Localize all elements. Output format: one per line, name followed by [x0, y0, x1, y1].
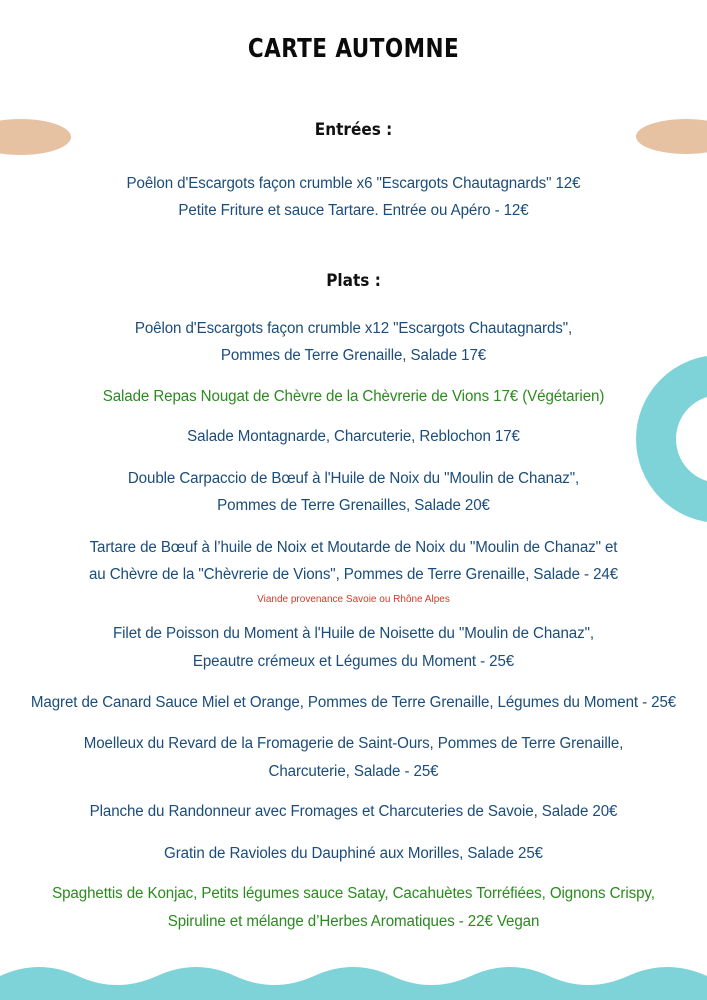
- plats-heading: Plats :: [326, 271, 381, 291]
- menu-line: Pommes de Terre Grenailles, Salade 20€: [217, 497, 490, 514]
- menu-line: Tartare de Bœuf à l’huile de Noix et Moutarde de Noix du "Moulin de Chanaz" et: [89, 539, 618, 556]
- menu-line-vegetarian: Salade Repas Nougat de Chèvre de la Chèvrerie de Vions 17€ (Végétarien): [102, 388, 605, 405]
- menu-line-vegan: Spaghettis de Konjac, Petits légumes sauce Satay, Cacahuètes Torréfiées, Oignons Crispy,: [52, 885, 655, 902]
- menu-line: Charcuterie, Salade - 25€: [268, 763, 439, 780]
- menu-line: Salade Montagnarde, Charcuterie, Reblochon 17€: [187, 428, 520, 445]
- menu-line: au Chèvre de la "Chèvrerie de Vions", Pommes de Terre Grenaille, Salade - 24€: [88, 566, 619, 583]
- entrees-heading: Entrées :: [314, 120, 393, 140]
- menu-line: Planche du Randonneur avec Fromages et Charcuteries de Savoie, Salade 20€: [89, 803, 618, 820]
- menu-line: Gratin de Ravioles du Dauphiné aux Morilles, Salade 25€: [164, 845, 543, 862]
- menu-line: Poêlon d'Escargots façon crumble x6 "Escargots Chautagnards" 12€: [126, 175, 581, 192]
- teal-waves-decoration: [0, 958, 707, 1000]
- menu-line: Epeautre crémeux et Légumes du Moment - 25€: [192, 653, 515, 670]
- menu-line: Pommes de Terre Grenaille, Salade 17€: [220, 347, 487, 364]
- menu-line-vegan: Spiruline et mélange d’Herbes Aromatiques - 22€ Vegan: [167, 913, 540, 930]
- menu-line: Magret de Canard Sauce Miel et Orange, Pommes de Terre Grenaille, Légumes du Moment - 25€: [30, 694, 677, 711]
- menu-line: Poêlon d'Escargots façon crumble x12 "Escargots Chautagnards",: [134, 320, 573, 337]
- menu-line: Petite Friture et sauce Tartare. Entrée ou Apéro - 12€: [178, 202, 529, 219]
- menu-line: Moelleux du Revard de la Fromagerie de Saint-Ours, Pommes de Terre Grenaille,: [83, 735, 624, 752]
- meat-origin-note: Viande provenance Savoie ou Rhône Alpes: [257, 594, 450, 605]
- menu-line: Filet de Poisson du Moment à l'Huile de Noisette du "Moulin de Chanaz",: [113, 625, 594, 642]
- menu-title: CARTE AUTOMNE: [247, 34, 460, 64]
- menu-line: Double Carpaccio de Bœuf à l'Huile de Noix du "Moulin de Chanaz",: [127, 470, 580, 487]
